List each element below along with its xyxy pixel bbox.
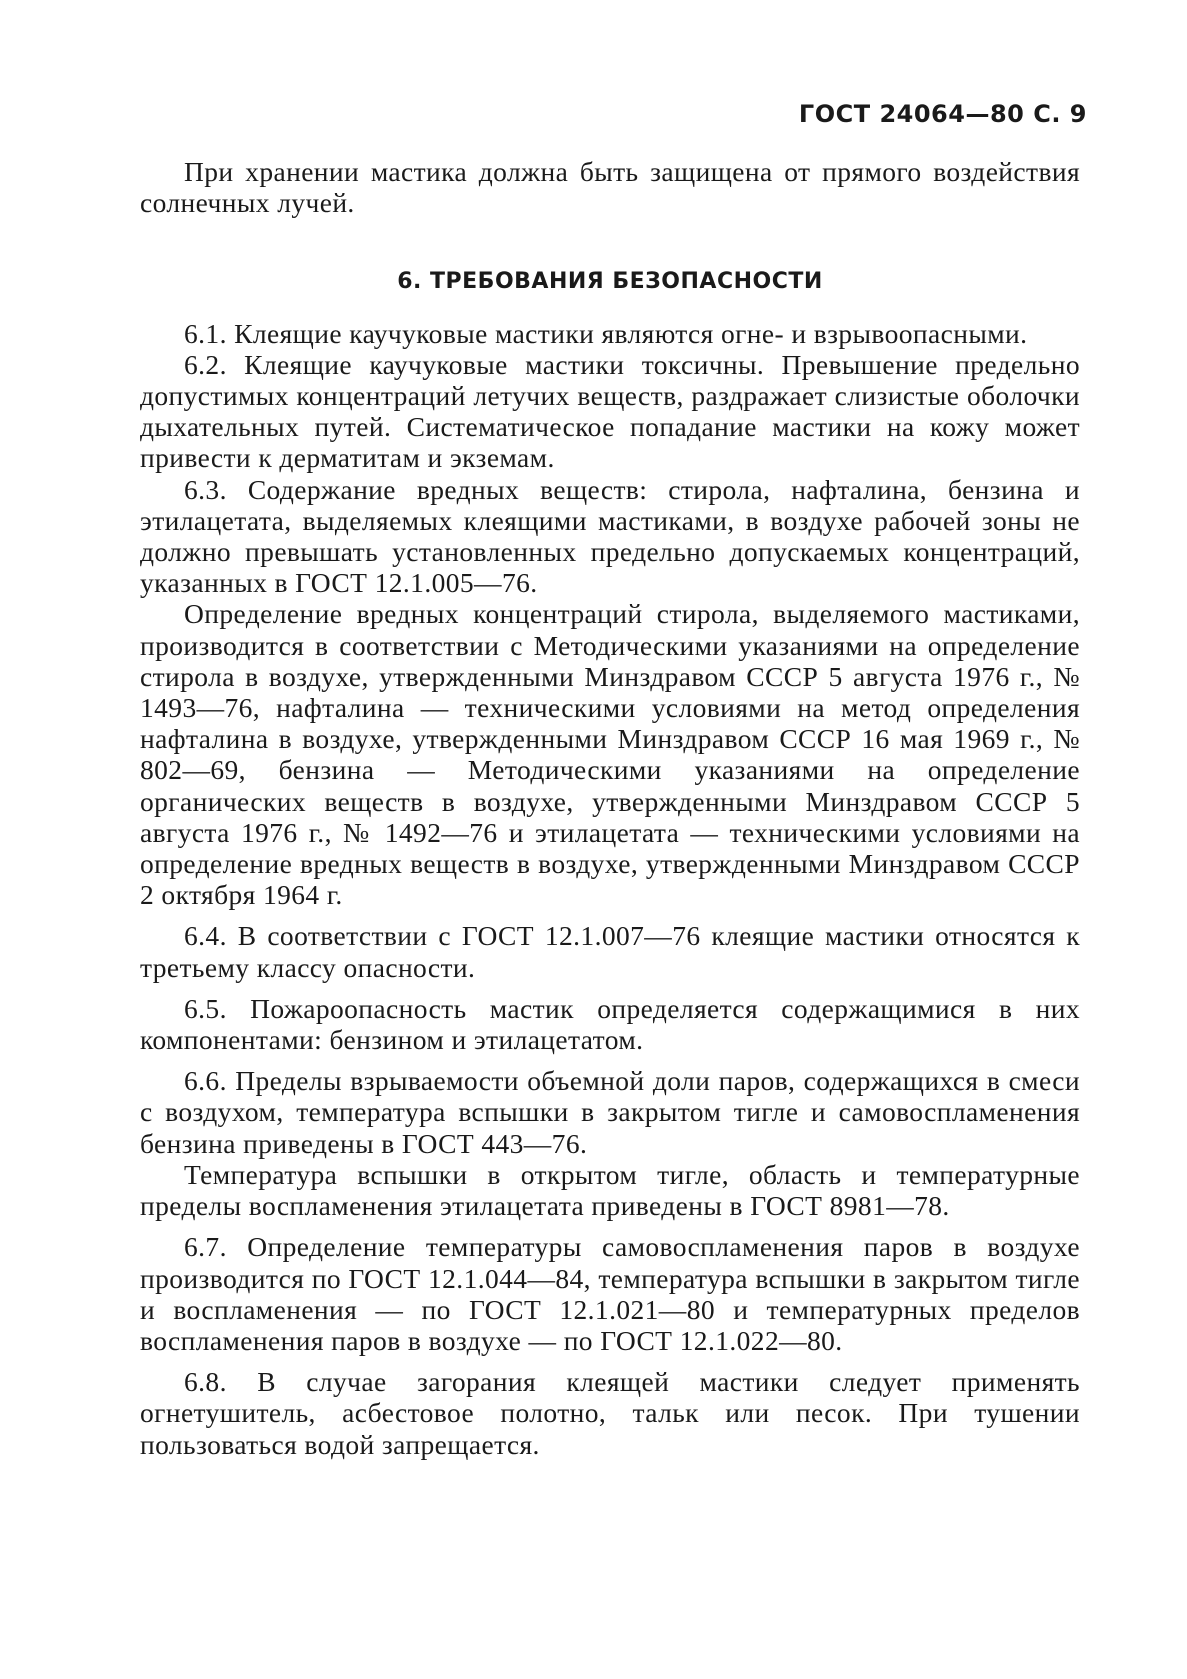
document-body: [140, 156, 1080, 1460]
paragraph-6-7: 6.7. Определение температуры самовоспламенения паров в воздухе производится по ГОСТ 12.1.044—84, температура вспышки в закрытом тигле и воспламенения — по ГОСТ 12.1.021—80 и температурных пределов воспламенения паров в воздухе — по ГОСТ 12.1.022—80.: [140, 1231, 1080, 1356]
paragraph-6-3-continued: Определение вредных концентраций стирола, выделяемого мастиками, производится в соответствии с Методическими указаниями на определение стирола в воздухе, утвержденными Минздравом СССР 5 августа 1976 г., № 1493—76, нафталина — техническими условиями на метод определения нафталина в воздухе, утвержденными Минздравом СССР 16 мая 1969 г., № 802—69, бензина — Методическими указаниями на определение органических веществ в воздухе, утвержденными Минздравом СССР 5 августа 1976 г., № 1492—76 и этилацетата — техническими условиями на определение вредных веществ в воздухе, утвержденными Минздравом СССР 2 октября 1964 г.: [140, 598, 1080, 911]
paragraph-6-1: 6.1. Клеящие каучуковые мастики являются огне- и взрывоопасными.: [184, 317, 1028, 349]
paragraph-6-2: 6.2. Клеящие каучуковые мастики токсичны. Превышение предельно допустимых концентраций летучих веществ, раздражает слизистые оболочки дыхательных путей. Систематическое попадание мастики на кожу может привести к дерматитам и экземам.: [140, 348, 1080, 474]
paragraph-6-6: 6.6. Пределы взрываемости объемной доли паров, содержащихся в смеси с воздухом, температура вспышки в закрытом тигле и самовоспламенения бензина приведены в ГОСТ 443—76.: [140, 1065, 1080, 1159]
intro-paragraph: При хранении мастика должна быть защищена от прямого воздействия солнечных лучей.: [140, 156, 1080, 219]
paragraph-6-5: 6.5. Пожароопасность мастик определяется содержащимися в них компонентами: бензином и этилацетатом.: [140, 992, 1080, 1056]
paragraph-6-8: 6.8. В случае загорания клеящей мастики следует применять огнетушитель, асбестовое полотно, тальк или песок. При тушении пользоваться водой запрещается.: [140, 1366, 1080, 1460]
section-title: 6. ТРЕБОВАНИЯ БЕЗОПАСНОСТИ: [397, 269, 823, 295]
paragraph-6-4: 6.4. В соответствии с ГОСТ 12.1.007—76 клеящие мастики относятся к третьему классу опасности.: [140, 920, 1080, 983]
paragraph-6-6-continued: Температура вспышки в открытом тигле, область и температурные пределы воспламенения этилацетата приведены в ГОСТ 8981—78.: [140, 1158, 1080, 1222]
paragraph-6-3: 6.3. Содержание вредных веществ: стирола, нафталина, бензина и этилацетата, выделяемых клеящими мастиками, в воздухе рабочей зоны не должно превышать установленных предельно допускаемых концентраций, указанных в ГОСТ 12.1.005—76.: [140, 473, 1080, 599]
page-header: ГОСТ 24064—80 С. 9: [798, 100, 1087, 128]
